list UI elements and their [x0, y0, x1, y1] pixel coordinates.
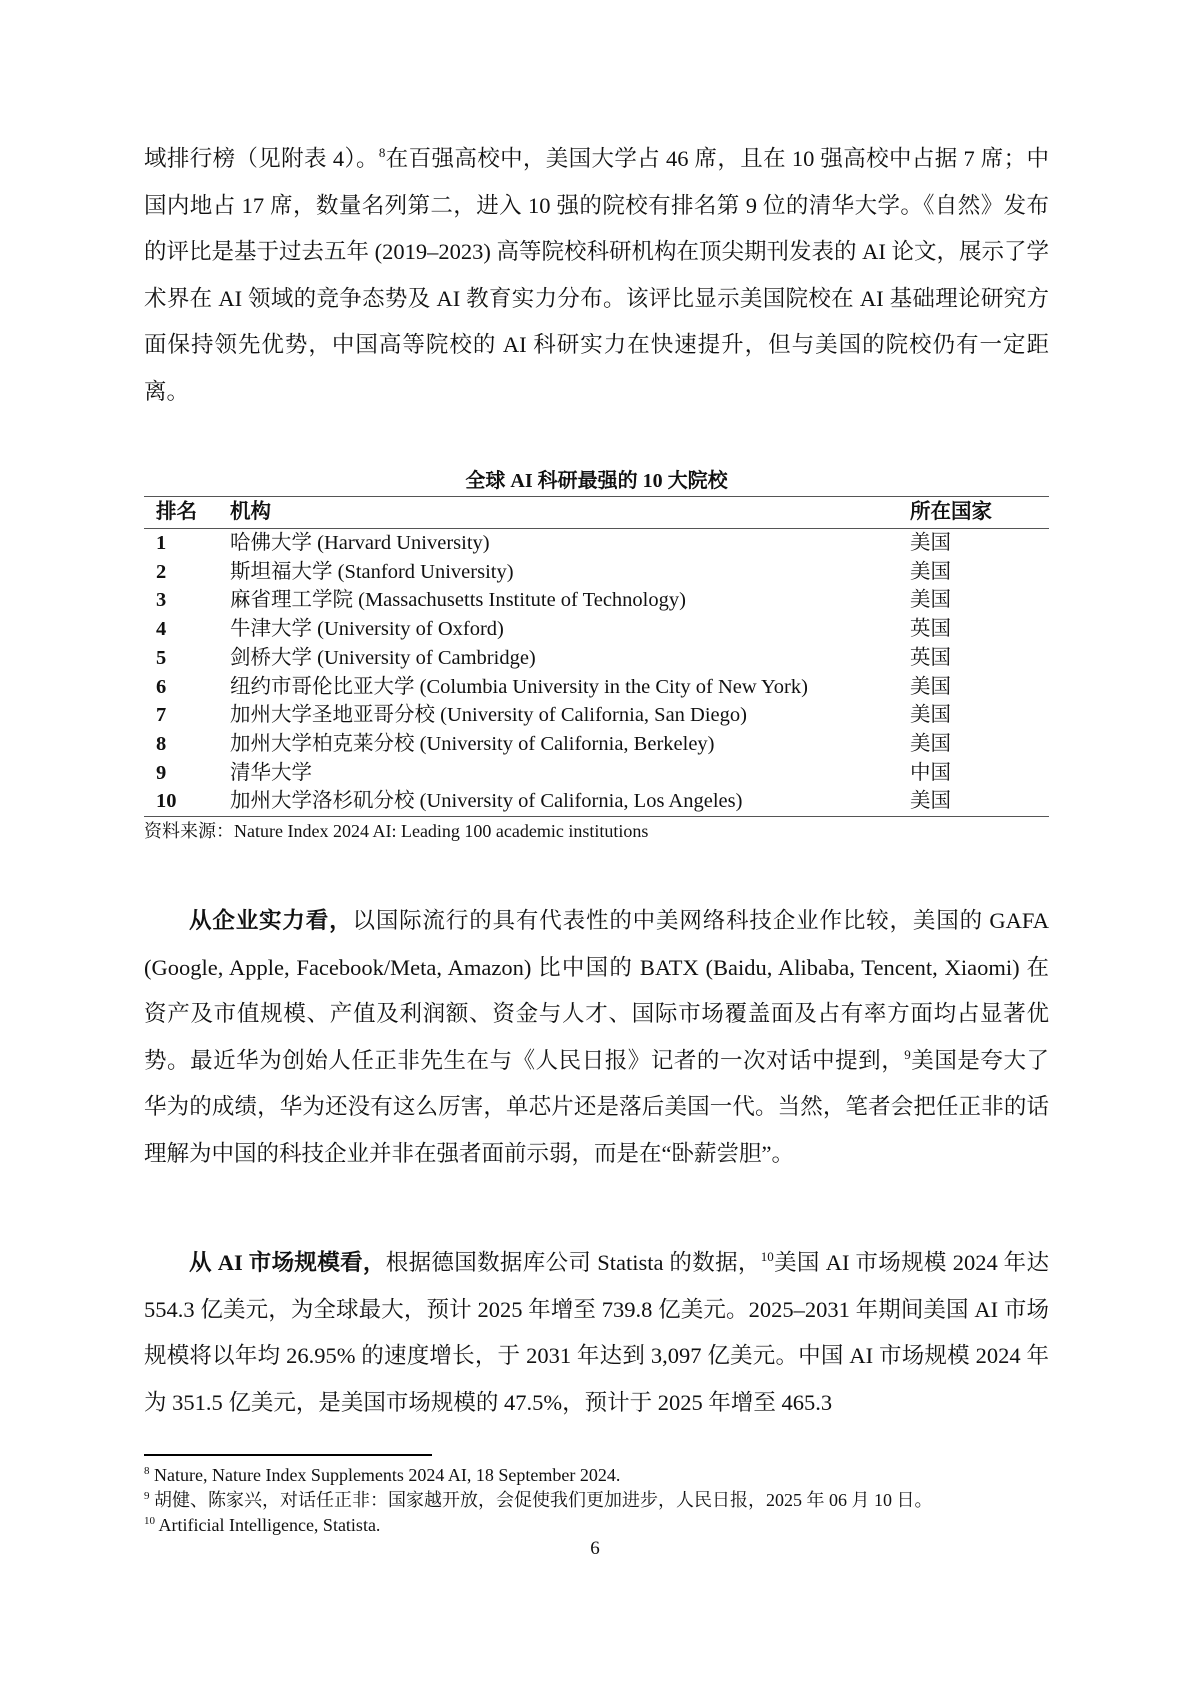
paragraph-university-ranking [144, 136, 1049, 415]
cell-country: 英国 [910, 618, 951, 641]
cell-rank: 2 [156, 560, 167, 583]
cell-institution: 加州大学圣地亚哥分校 (University of California, San Diego) [230, 704, 747, 727]
table-row [144, 615, 1049, 644]
table-row [144, 529, 1049, 558]
footnotes [144, 1463, 1049, 1538]
footnote-ref-10[interactable]: 10 [760, 1249, 774, 1264]
table-row [144, 558, 1049, 587]
cell-country: 英国 [910, 646, 951, 669]
footnote-text: Artificial Intelligence, Statista. [155, 1515, 381, 1535]
cell-rank: 9 [156, 761, 167, 784]
paragraph-enterprise-strength [144, 898, 1049, 1177]
header-country: 所在国家 [910, 501, 992, 523]
paragraph-text: 以国际流行的具有代表性的中美网络科技企业作比较，美国的 GAFA (Google, Apple, Facebook/Meta, Amazon) 比中国的 BATX (Baidu, Alibaba, Tencent, Xiaomi) 在资产及市值规模、产值及利润额、资金与人才、国际市场覆盖面及占有率方面均占显著优势。最近华为创始人任正非先生在与《人民日报》记者的一次对话中提到， [144, 908, 1049, 1073]
footnote-text: 胡健、陈家兴，对话任正非：国家越开放，会促使我们更加进步，人民日报，2025 年 06 月 10 日。 [149, 1490, 933, 1510]
table-row [144, 673, 1049, 702]
header-institution: 机构 [230, 501, 271, 523]
footnote-ref-9[interactable]: 9 [904, 1046, 911, 1062]
cell-country: 美国 [910, 732, 951, 755]
ranking-table [144, 496, 1049, 817]
footnote-item [144, 1513, 1049, 1538]
table-row [144, 701, 1049, 730]
paragraph-text: 域排行榜（见附表 4）。 [144, 146, 379, 171]
cell-country: 美国 [910, 790, 951, 813]
cell-country: 美国 [910, 589, 951, 612]
paragraph-text: 根据德国数据库公司 Statista 的数据， [385, 1250, 761, 1275]
cell-institution: 哈佛大学 (Harvard University) [230, 532, 490, 554]
cell-country: 美国 [910, 704, 951, 727]
paragraph-text: 美国 AI 市场规模 2024 年达 554.3 亿美元，为全球最大，预计 2025 年增至 739.8 亿美元。2025–2031 年期间美国 AI 市场规模将以年均 26.95% 的速度增长，于 2031 年达到 3,097 亿美元。中国 AI 市场规模 2024 年为 351.5 亿美元，是美国市场规模的 47.5%，预计于 2025 年增至 465.3 [144, 1250, 1050, 1415]
ranking-table-block [144, 466, 1049, 845]
cell-country: 美国 [910, 560, 951, 583]
cell-institution: 加州大学柏克莱分校 (University of California, Berkeley) [230, 732, 715, 755]
table-row [144, 644, 1049, 673]
table-row [144, 730, 1049, 759]
footnote-text: Nature, Nature Index Supplements 2024 AI, 18 September 2024. [149, 1465, 621, 1485]
table-row [144, 787, 1049, 816]
footnote-number: 9 [144, 1490, 150, 1502]
cell-institution: 纽约市哥伦比亚大学 (Columbia University in the City of New York) [230, 675, 808, 698]
cell-institution: 斯坦福大学 (Stanford University) [230, 560, 514, 583]
cell-country: 美国 [910, 532, 951, 554]
cell-rank: 4 [156, 618, 167, 641]
table-row [144, 759, 1049, 788]
cell-country: 中国 [910, 761, 951, 784]
cell-institution: 加州大学洛杉矶分校 (University of California, Los Angeles) [230, 790, 743, 813]
cell-institution: 剑桥大学 (University of Cambridge) [230, 646, 536, 669]
footnote-ref-8[interactable]: 8 [378, 145, 386, 160]
paragraph-lead: 从企业实力看， [189, 908, 353, 933]
cell-rank: 3 [156, 589, 167, 612]
footnote-item [144, 1463, 1049, 1488]
table-header-row [144, 497, 1049, 529]
cell-institution: 麻省理工学院 (Massachusetts Institute of Technology) [230, 589, 686, 612]
cell-rank: 7 [156, 704, 167, 727]
footnote-number: 10 [144, 1515, 155, 1527]
cell-rank: 1 [156, 532, 167, 554]
footnote-number: 8 [144, 1465, 150, 1477]
cell-rank: 10 [156, 790, 177, 813]
paragraph-ai-market-size [144, 1240, 1049, 1426]
cell-rank: 8 [156, 732, 167, 755]
page-number: 6 [590, 1538, 600, 1559]
footnote-item [144, 1488, 1049, 1513]
paragraph-lead: 从 AI 市场规模看， [189, 1250, 386, 1275]
paragraph-text: 在百强高校中，美国大学占 46 席，且在 10 强高校中占据 7 席；中国内地占 17 席，数量名列第二，进入 10 强的院校有排名第 9 位的清华大学。《自然》发布的评比是基于过去五年 (2019–2023) 高等院校科研机构在顶尖期刊发表的 AI 论文，展示了学术界在 AI 领域的竞争态势及 AI 教育实力分布。该评比显示美国院校在 AI 基础理论研究方面保持领先优势，中国高等院校的 AI 科研实力在快速提升，但与美国的院校仍有一定距离。 [144, 146, 1049, 404]
paragraph-text: 美国是夸大了华为的成绩，华为还没有这么厉害，单芯片还是落后美国一代。当然，笔者会把任正非的话理解为中国的科技企业并非在强者面前示弱，而是在“卧薪尝胆”。 [144, 1047, 1049, 1166]
cell-country: 美国 [910, 675, 951, 698]
footnote-divider [144, 1454, 432, 1456]
cell-institution: 清华大学 [230, 761, 312, 784]
table-title: 全球 AI 科研最强的 10 大院校 [465, 470, 728, 492]
cell-institution: 牛津大学 (University of Oxford) [230, 618, 504, 641]
cell-rank: 6 [156, 675, 167, 698]
header-rank: 排名 [156, 501, 197, 523]
table-row [144, 586, 1049, 615]
table-source-note: 资料来源：Nature Index 2024 AI: Leading 100 academic institutions [144, 821, 649, 842]
cell-rank: 5 [156, 646, 167, 669]
